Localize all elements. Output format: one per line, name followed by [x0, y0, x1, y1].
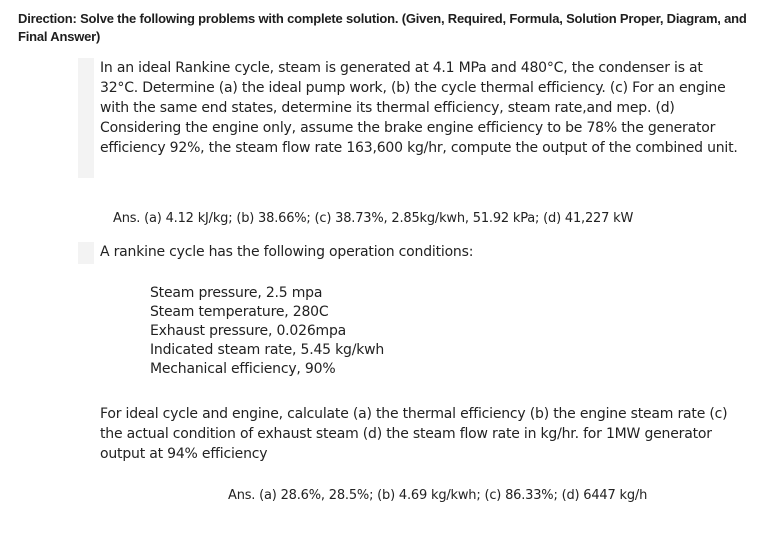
problem-2-question: For ideal cycle and engine, calculate (a) the thermal efficiency (b) the engine steam rate (c) the actual condition of exhaust steam (d) the steam flow rate in kg/hr. for 1MW generator output at 94% efficiency: [100, 406, 728, 462]
problem-2-intro: A rankine cycle has the following operation conditions:: [100, 244, 474, 260]
problem-2-answer: Ans. (a) 28.6%, 28.5%; (b) 4.69 kg/kwh; (c) 86.33%; (d) 6447 kg/h: [228, 488, 648, 503]
margin-shade: [78, 242, 94, 264]
condition-item: Steam pressure, 2.5 mpa: [150, 285, 323, 301]
condition-item: Mechanical efficiency, 90%: [150, 361, 336, 377]
condition-item: Indicated steam rate, 5.45 kg/kwh: [150, 342, 385, 358]
condition-item: Exhaust pressure, 0.026mpa: [150, 323, 347, 339]
problem-1-text: In an ideal Rankine cycle, steam is generated at 4.1 MPa and 480°C, the condenser is at 32°C. Determine (a) the ideal pump work, (b) the cycle thermal efficiency. (c) For an engine with the same end states, determine its thermal efficiency, steam rate,and mep. (d) Considering the engine only, assume the brake engine efficiency to be 78% the generator efficiency 92%, the steam flow rate 163,600 kg/hr, compute the output of the combined unit.: [100, 60, 738, 156]
conditions-list: [150, 284, 384, 379]
margin-shade: [78, 58, 94, 178]
problem-1-answer: Ans. (a) 4.12 kJ/kg; (b) 38.66%; (c) 38.73%, 2.85kg/kwh, 51.92 kPa; (d) 41,227 kW: [113, 211, 634, 226]
condition-item: Steam temperature, 280C: [150, 304, 329, 320]
direction-heading: Direction: Solve the following problems with complete solution. (Given, Required, Formula, Solution Proper, Diagram, and Final Answer): [18, 11, 747, 44]
